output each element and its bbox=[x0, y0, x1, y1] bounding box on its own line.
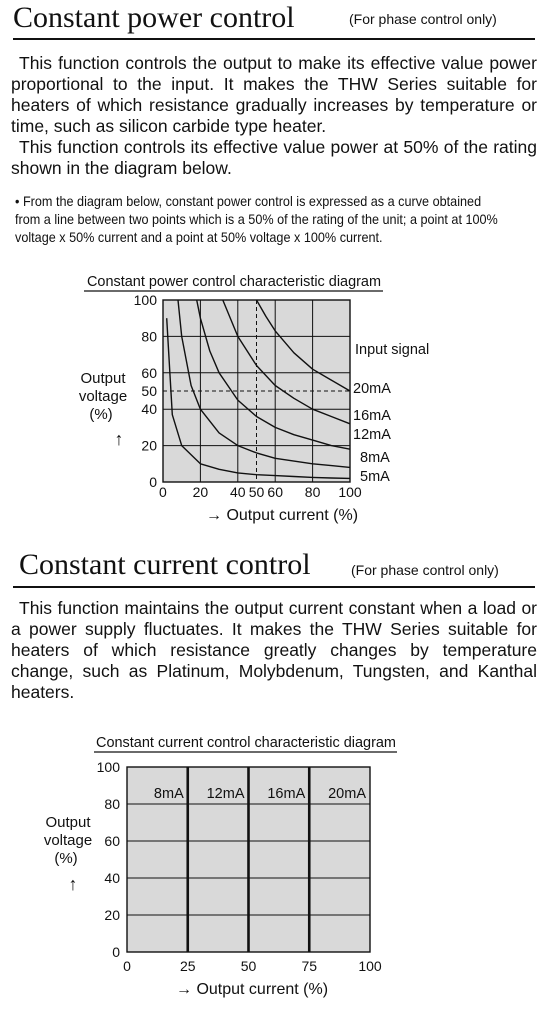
current-x-tick-label: 75 bbox=[301, 958, 318, 974]
power-chart bbox=[0, 268, 546, 530]
power-section-divider bbox=[13, 38, 535, 40]
current-y-tick-label: 60 bbox=[104, 833, 120, 849]
power-x-tick-label: 20 bbox=[192, 484, 209, 500]
power-y-tick-label: 60 bbox=[141, 364, 157, 381]
current-paragraph-1: This function maintains the output current constant when a load or a power supply fluctuates. It makes the THW Series suitable for heaters of which resistance greatly changes by temperature change, such as Platinum, Molybdenum, Tungsten, and Kanthal heaters. bbox=[11, 598, 537, 702]
current-chart-ylabel-1: Output bbox=[45, 814, 91, 831]
current-y-tick-label: 100 bbox=[96, 759, 120, 775]
power-y-tick-label: 50 bbox=[141, 383, 157, 399]
current-chart-xlabel: → Output current (%) bbox=[176, 981, 329, 998]
power-section-title: Constant power control bbox=[13, 1, 295, 34]
power-x-tick-label: 100 bbox=[338, 484, 362, 500]
power-x-tick-label: 50 bbox=[248, 484, 265, 500]
current-x-tick-label: 0 bbox=[123, 958, 131, 974]
power-x-tick-label: 60 bbox=[267, 484, 283, 500]
current-chart-title: Constant current control characteristic diagram bbox=[96, 735, 396, 751]
current-series-label: 20mA bbox=[328, 785, 366, 802]
power-x-tick-label: 80 bbox=[304, 484, 321, 500]
power-y-tick-label: 0 bbox=[149, 474, 157, 490]
power-bullet-note: • From the diagram below, constant power control is expressed as a curve obtained from a line between two points which is a 50% of the rating of the unit; a point at 100% voltage x 50% current and a point at 50% voltage x 100% current. bbox=[15, 194, 498, 245]
power-series-label: 5mA bbox=[360, 469, 390, 485]
power-chart-title: Constant power control characteristic diagram bbox=[87, 274, 381, 290]
power-paragraph-1: This function controls the output to make its effective value power proportional to the input. It makes the THW Series suitable for heaters of which resistance gradually increases by temperature or time, such as silicon carbide type heater. bbox=[11, 53, 537, 136]
power-y-tick-label: 100 bbox=[133, 292, 157, 308]
power-chart-ylabel-2: voltage bbox=[78, 388, 128, 405]
current-chart-ylabel-2: voltage bbox=[43, 832, 93, 849]
current-section-divider bbox=[13, 586, 535, 588]
power-y-tick-label: 80 bbox=[141, 328, 157, 345]
current-y-tick-label: 20 bbox=[104, 907, 120, 923]
current-section-note: (For phase control only) bbox=[351, 562, 499, 578]
current-chart bbox=[0, 728, 546, 1004]
power-section-note: (For phase control only) bbox=[349, 11, 497, 27]
current-series-label: 16mA bbox=[267, 785, 306, 802]
power-chart-ylabel-arrow: ↑ bbox=[114, 429, 124, 449]
power-chart-xlabel: → Output current (%) bbox=[206, 507, 359, 524]
power-series-label: 12mA bbox=[353, 427, 391, 443]
current-y-tick-label: 0 bbox=[112, 944, 120, 960]
power-chart-legend-title: Input signal bbox=[355, 342, 430, 358]
power-chart-ylabel-1: Output bbox=[80, 370, 126, 387]
power-section-body bbox=[11, 53, 537, 179]
current-x-tick-label: 50 bbox=[240, 958, 257, 974]
current-series-label: 8mA bbox=[153, 785, 184, 802]
power-paragraph-2: This function controls its effective value power at 50% of the rating shown in the diagram below. bbox=[11, 137, 537, 178]
current-section-title: Constant current control bbox=[19, 548, 311, 581]
current-chart-ylabel-arrow: ↑ bbox=[68, 874, 78, 894]
power-chart-ylabel-3: (%) bbox=[89, 406, 113, 423]
power-y-tick-label: 20 bbox=[141, 437, 157, 454]
current-chart-ylabel-3: (%) bbox=[54, 850, 78, 867]
current-y-tick-label: 40 bbox=[104, 870, 120, 886]
current-x-tick-label: 25 bbox=[179, 958, 196, 974]
current-series-label: 12mA bbox=[206, 785, 245, 802]
power-y-tick-label: 40 bbox=[141, 401, 157, 418]
power-series-label: 16mA bbox=[353, 408, 391, 424]
power-x-tick-label: 0 bbox=[159, 484, 167, 500]
current-x-tick-label: 100 bbox=[358, 958, 382, 974]
power-series-label: 20mA bbox=[353, 381, 391, 397]
power-x-tick-label: 40 bbox=[230, 484, 246, 500]
power-series-label: 8mA bbox=[360, 450, 390, 466]
current-y-tick-label: 80 bbox=[104, 796, 120, 812]
current-section-body bbox=[11, 598, 537, 703]
